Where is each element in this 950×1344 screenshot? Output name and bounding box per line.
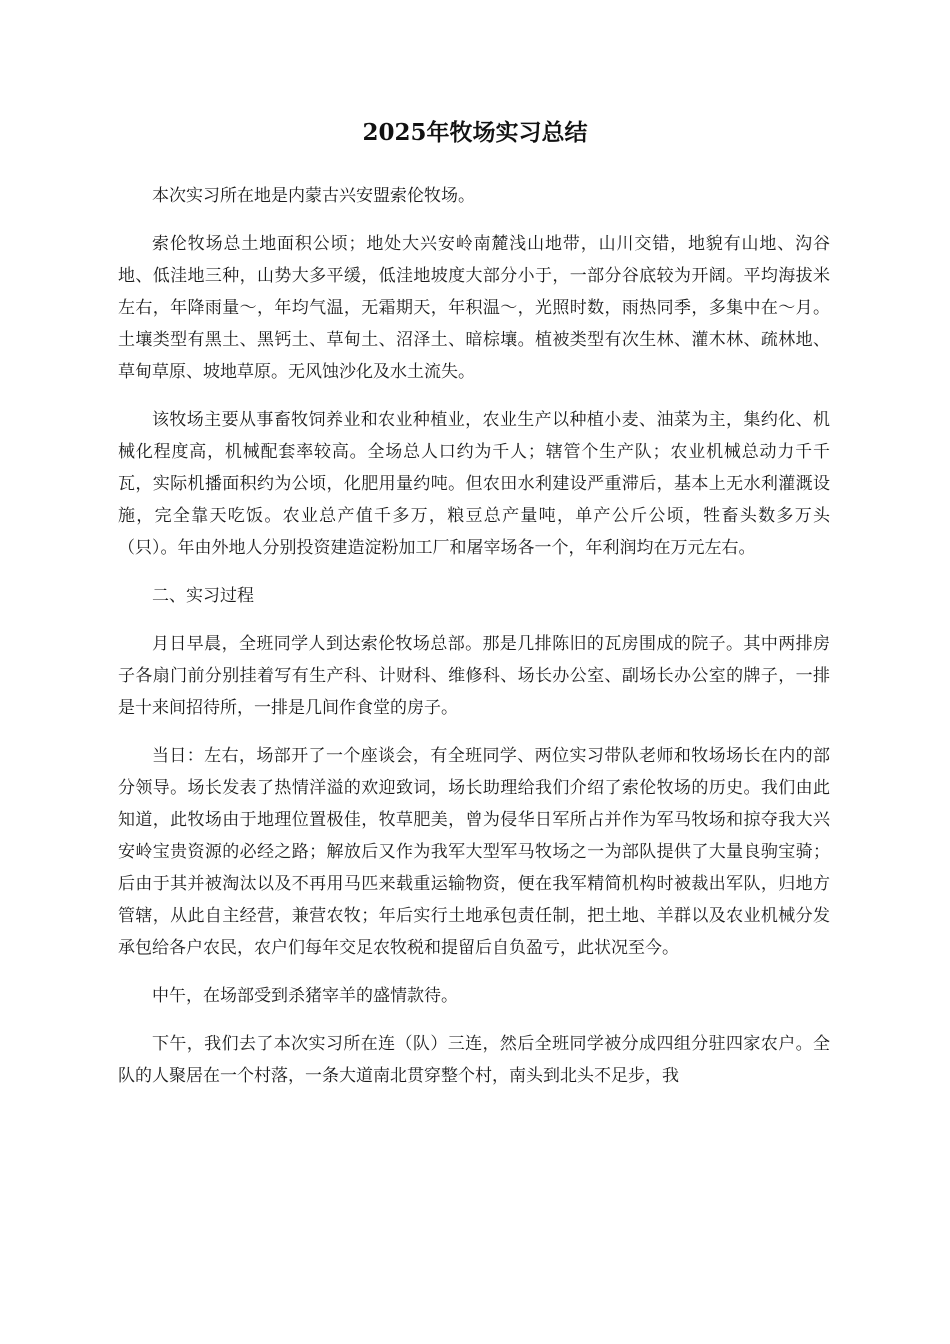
paragraph-afternoon: 下午，我们去了本次实习所在连（队）三连，然后全班同学被分成四组分驻四家农户。全队的人聚居在一个村落，一条大道南北贯穿整个村，南头到北头不足步，我 [118, 1034, 830, 1086]
paragraph-meeting: 当日：左右，场部开了一个座谈会，有全班同学、两位实习带队老师和牧场场长在内的部分领导。场长发表了热情洋溢的欢迎致词，场长助理给我们介绍了索伦牧场的历史。我们由此知道，此牧场由于地理位置极佳，牧草肥美，曾为侵华日军所占并作为军马牧场和掠夺我大兴安岭宝贵资源的必经之路；解放后又作为我军大型军马牧场之一为部队提供了大量良驹宝骑；后由于其并被淘汰以及不再用马匹来载重运输物资，便在我军精简机构时被裁出军队，归地方管辖，从此自主经营，兼营农牧；年后实行土地承包责任制，把土地、羊群以及农业机械分发承包给各户农民，农户们每年交足农牧税和提留后自负盈亏，此状况至今。 [118, 746, 830, 958]
document-body [118, 180, 830, 1108]
paragraph-noon: 中午，在场部受到杀猪宰羊的盛情款待。 [152, 986, 458, 1006]
paragraph-arrival: 月日早晨，全班同学人到达索伦牧场总部。那是几排陈旧的瓦房围成的院子。其中两排房子各扇门前分别挂着写有生产科、计财科、维修科、场长办公室、副场长办公室的牌子，一排是十来间招待所，一排是几间作食堂的房子。 [118, 634, 830, 718]
paragraph-geography: 索伦牧场总土地面积公顷；地处大兴安岭南麓浅山地带，山川交错，地貌有山地、沟谷地、低洼地三种，山势大多平缓，低洼地坡度大部分小于，一部分谷底较为开阔。平均海拔米左右，年降雨量～，年均气温，无霜期天，年积温～，光照时数，雨热同季，多集中在～月。土壤类型有黑土、黑钙土、草甸土、沼泽土、暗棕壤。植被类型有次生林、灌木林、疏林地、草甸草原、坡地草原。无风蚀沙化及水土流失。 [118, 234, 830, 382]
document-title: 2025年牧场实习总结 [362, 119, 588, 146]
section-heading-process: 二、实习过程 [152, 586, 254, 606]
paragraph-agriculture: 该牧场主要从事畜牧饲养业和农业种植业，农业生产以种植小麦、油菜为主，集约化、机械化程度高，机械配套率较高。全场总人口约为千人；辖管个生产队；农业机械总动力千千瓦，实际机播面积约为公顷，化肥用量约吨。但农田水利建设严重滞后，基本上无水利灌溉设施，完全靠天吃饭。农业总产值千多万，粮豆总产量吨，单产公斤公顷，牲畜头数多万头（只）。年由外地人分别投资建造淀粉加工厂和屠宰场各一个，年利润均在万元左右。 [118, 410, 830, 558]
paragraph-location: 本次实习所在地是内蒙古兴安盟索伦牧场。 [152, 186, 475, 206]
